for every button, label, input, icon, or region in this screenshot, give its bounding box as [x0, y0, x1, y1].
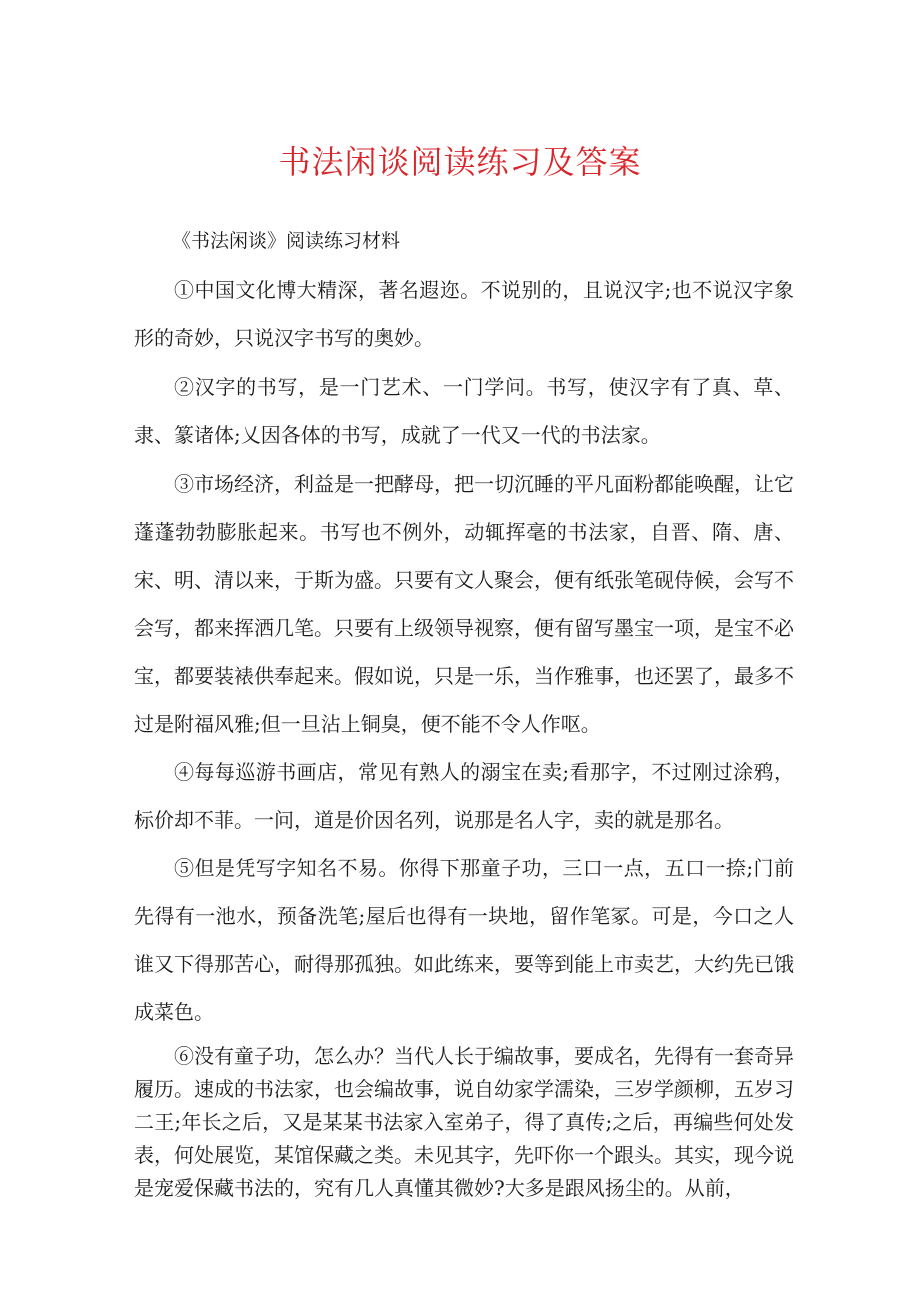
paragraph-5: ⑤但是凭写字知名不易。你得下那童子功，三口一点，五口一捺;门前先得有一池水，预备洗笔;屋后也得有一块地，留作笔冢。可是，今口之人谁又下得那苦心，耐得那孤独。如此练来，要等到能上市卖艺，大约先已饿成菜色。 — [134, 856, 794, 1024]
paragraph-1: ①中国文化博大精深，著名遐迩。不说别的，且说汉字;也不说汉字象形的奇妙，只说汉字书写的奥妙。 — [134, 278, 794, 350]
paragraph-4: ④每每巡游书画店，常见有熟人的溺宝在卖;看那字，不过刚过涂鸦，标价却不菲。一问，道是价因名列，说那是名人字，卖的就是那名。 — [134, 760, 794, 832]
paragraph-2: ②汉字的书写，是一门艺术、一门学问。书写，使汉字有了真、草、隶、篆诸体;乂因各体的书写，成就了一代又一代的书法家。 — [134, 375, 794, 447]
document-subtitle: 《书法闲谈》阅读练习材料 — [172, 230, 401, 252]
paragraph-6: ⑥没有童子功，怎么办？当代人长于编故事，要成名，先得有一套奇异履历。速成的书法家，也会编故事，说自幼家学濡染，三岁学颜柳，五岁习二王;年长之后，又是某某书法家入室弟子，得了真传;之后，再编些何处发表，何处展览，某馆保藏之类。未见其字，先吓你一个跟头。其实，现今说是宠爱保藏书法的，究有几人真懂其微妙?大多是跟风扬尘的。从前， — [134, 1044, 794, 1200]
paragraph-3: ③市场经济，利益是一把酵母，把一切沉睡的平凡面粉都能唤醒，让它蓬蓬勃勃膨胀起来。书写也不例外，动辄挥毫的书法家，自晋、隋、唐、宋、明、清以来，于斯为盛。只要有文人聚会，便有纸张笔砚侍候，会写不会写，都来挥洒几笔。只要有上级领导视察，便有留写墨宝一项，是宝不必宝，都要装裱供奉起来。假如说，只是一乐，当作雅事，也还罢了，最多不过是附福风雅;但一旦沾上铜臭，便不能不令人作呕。 — [134, 472, 794, 736]
document-title: 书法闲谈阅读练习及答案 — [278, 143, 642, 181]
